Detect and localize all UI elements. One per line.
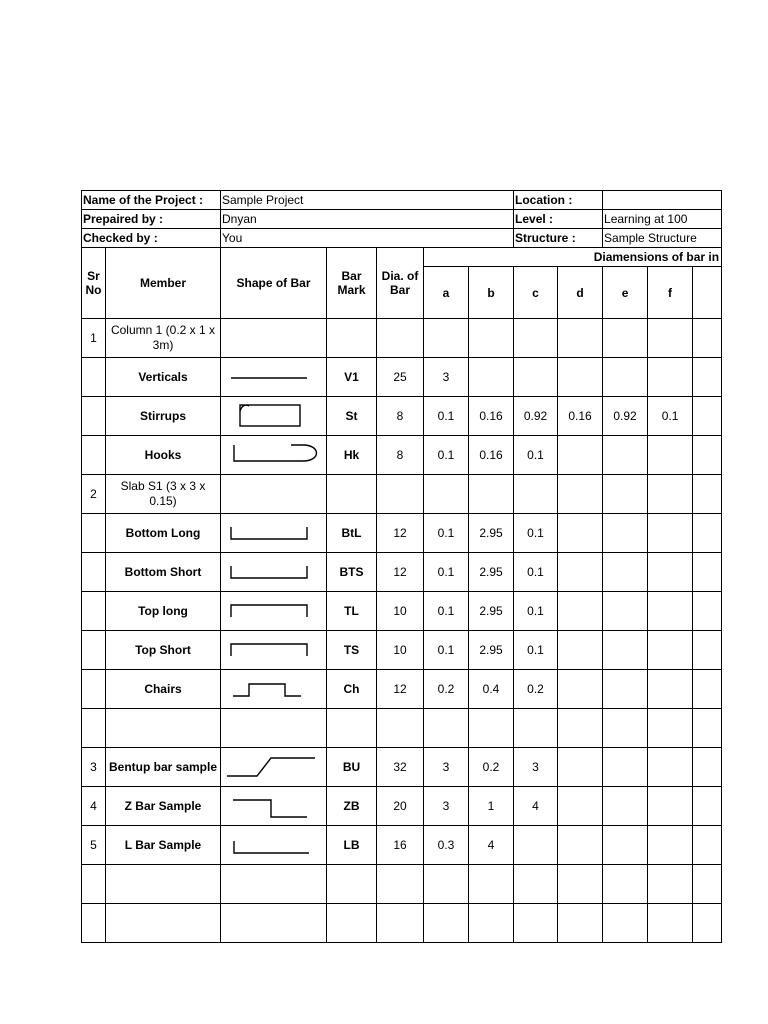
- dim-f-cell[interactable]: [648, 826, 693, 865]
- col-bar-mark: Bar Mark: [327, 248, 377, 319]
- project-label: Name of the Project :: [82, 191, 221, 210]
- dim-b-cell[interactable]: [469, 358, 514, 397]
- member-cell[interactable]: Slab S1 (3 x 3 x 0.15): [106, 475, 221, 514]
- col-dimensions-title: Diamensions of bar in: [424, 248, 722, 267]
- bar-mark-cell[interactable]: St: [327, 397, 377, 436]
- shape-cell[interactable]: [221, 319, 327, 358]
- dim-e-cell[interactable]: [603, 358, 648, 397]
- dim-f-cell[interactable]: 0.1: [648, 397, 693, 436]
- dim-d-cell[interactable]: [558, 553, 603, 592]
- dim-a-cell[interactable]: [424, 865, 469, 904]
- shape-cell[interactable]: [221, 397, 327, 436]
- dim-b-cell[interactable]: [469, 319, 514, 358]
- dim-d-cell[interactable]: [558, 709, 603, 748]
- dim-a-cell[interactable]: 0.1: [424, 397, 469, 436]
- dim-e-cell[interactable]: [603, 514, 648, 553]
- dia-cell[interactable]: [377, 475, 424, 514]
- dim-f-cell[interactable]: [648, 436, 693, 475]
- table-row: [82, 904, 722, 943]
- bar-shape-hook-icon: [221, 436, 325, 474]
- bar-mark-cell[interactable]: V1: [327, 358, 377, 397]
- table-row: [82, 592, 722, 631]
- member-cell[interactable]: Column 1 (0.2 x 1 x 3m): [106, 319, 221, 358]
- sr-no-cell[interactable]: [82, 865, 106, 904]
- bar-mark-cell[interactable]: ZB: [327, 787, 377, 826]
- dim-c-cell[interactable]: 0.1: [514, 514, 558, 553]
- member-cell[interactable]: Z Bar Sample: [106, 787, 221, 826]
- col-dim-a: a: [424, 267, 469, 319]
- dim-d-cell[interactable]: [558, 748, 603, 787]
- shape-cell[interactable]: [221, 514, 327, 553]
- dim-a-cell[interactable]: 3: [424, 748, 469, 787]
- dim-extra-cell[interactable]: [693, 748, 722, 787]
- structure-label: Structure :: [514, 229, 603, 248]
- dim-c-cell[interactable]: [514, 358, 558, 397]
- dim-e-cell[interactable]: [603, 670, 648, 709]
- dim-d-cell[interactable]: 0.16: [558, 397, 603, 436]
- dim-a-cell[interactable]: [424, 319, 469, 358]
- member-cell[interactable]: Bentup bar sample: [106, 748, 221, 787]
- table-row: [82, 709, 722, 748]
- bar-mark-cell[interactable]: Ch: [327, 670, 377, 709]
- dim-f-cell[interactable]: [648, 631, 693, 670]
- dim-extra-cell[interactable]: [693, 631, 722, 670]
- dim-e-cell[interactable]: [603, 748, 648, 787]
- member-cell[interactable]: Top long: [106, 592, 221, 631]
- dim-b-cell[interactable]: [469, 475, 514, 514]
- dim-b-cell[interactable]: [469, 709, 514, 748]
- member-cell[interactable]: Bottom Short: [106, 553, 221, 592]
- bar-mark-cell[interactable]: [327, 904, 377, 943]
- member-cell[interactable]: Top Short: [106, 631, 221, 670]
- dim-e-cell[interactable]: [603, 787, 648, 826]
- dim-b-cell[interactable]: 0.2: [469, 748, 514, 787]
- bar-mark-cell[interactable]: LB: [327, 826, 377, 865]
- sr-no-cell[interactable]: [82, 709, 106, 748]
- bar-mark-cell[interactable]: [327, 475, 377, 514]
- bar-shape-stirrup-icon: [221, 397, 325, 435]
- table-row: [82, 748, 722, 787]
- dim-f-cell[interactable]: [648, 475, 693, 514]
- project-value[interactable]: Sample Project: [221, 191, 514, 210]
- dim-c-cell[interactable]: 3: [514, 748, 558, 787]
- sr-no-cell[interactable]: 5: [82, 826, 106, 865]
- table-row: [82, 319, 722, 358]
- level-label: Level :: [514, 210, 603, 229]
- bar-shape-u-down-icon: [221, 592, 325, 630]
- dim-b-cell[interactable]: 0.16: [469, 436, 514, 475]
- dim-b-cell[interactable]: 1: [469, 787, 514, 826]
- dia-cell[interactable]: 10: [377, 592, 424, 631]
- location-label: Location :: [514, 191, 603, 210]
- dim-f-cell[interactable]: [648, 592, 693, 631]
- bar-mark-cell[interactable]: Hk: [327, 436, 377, 475]
- dim-extra-cell[interactable]: [693, 787, 722, 826]
- member-cell[interactable]: L Bar Sample: [106, 826, 221, 865]
- prepared-label: Prepaired by :: [82, 210, 221, 229]
- dim-f-cell[interactable]: [648, 709, 693, 748]
- member-cell[interactable]: Bottom Long: [106, 514, 221, 553]
- sr-no-cell[interactable]: 1: [82, 319, 106, 358]
- dia-cell[interactable]: 25: [377, 358, 424, 397]
- dim-e-cell[interactable]: [603, 631, 648, 670]
- dim-f-cell[interactable]: [648, 319, 693, 358]
- dim-c-cell[interactable]: [514, 319, 558, 358]
- dim-a-cell[interactable]: 0.1: [424, 592, 469, 631]
- dim-b-cell[interactable]: 2.95: [469, 553, 514, 592]
- sr-no-cell[interactable]: [82, 358, 106, 397]
- dim-e-cell[interactable]: 0.92: [603, 397, 648, 436]
- dim-d-cell[interactable]: [558, 826, 603, 865]
- sr-no-cell[interactable]: 4: [82, 787, 106, 826]
- dim-d-cell[interactable]: [558, 592, 603, 631]
- shape-cell[interactable]: [221, 787, 327, 826]
- dim-d-cell[interactable]: [558, 436, 603, 475]
- dim-f-cell[interactable]: [648, 553, 693, 592]
- bar-shape-u-up-icon: [221, 514, 325, 552]
- bar-shape-lbar-icon: [221, 826, 325, 864]
- bar-bending-schedule-sheet: [81, 190, 720, 942]
- dim-a-cell[interactable]: 0.1: [424, 436, 469, 475]
- shape-cell[interactable]: [221, 358, 327, 397]
- dim-b-cell[interactable]: [469, 865, 514, 904]
- sr-no-cell[interactable]: [82, 670, 106, 709]
- dim-extra-cell[interactable]: [693, 553, 722, 592]
- table-row: [82, 475, 722, 514]
- dim-c-cell[interactable]: 0.1: [514, 553, 558, 592]
- col-dim-c: c: [514, 267, 558, 319]
- bar-shape-u-down-icon: [221, 631, 325, 669]
- sr-no-cell[interactable]: [82, 514, 106, 553]
- dia-cell[interactable]: 12: [377, 514, 424, 553]
- dim-b-cell[interactable]: 2.95: [469, 631, 514, 670]
- col-dim-f: f: [648, 267, 693, 319]
- header-row-project: [82, 191, 722, 210]
- dim-extra-cell[interactable]: [693, 592, 722, 631]
- bar-mark-cell[interactable]: BU: [327, 748, 377, 787]
- dim-extra-cell[interactable]: [693, 397, 722, 436]
- shape-cell[interactable]: [221, 631, 327, 670]
- dim-extra-cell[interactable]: [693, 709, 722, 748]
- dim-e-cell[interactable]: [603, 592, 648, 631]
- dim-f-cell[interactable]: [648, 514, 693, 553]
- dim-a-cell[interactable]: 0.1: [424, 631, 469, 670]
- dim-d-cell[interactable]: [558, 787, 603, 826]
- dia-cell[interactable]: 12: [377, 553, 424, 592]
- bar-shape-straight-icon: [221, 358, 325, 396]
- member-cell[interactable]: Stirrups: [106, 397, 221, 436]
- dim-c-cell[interactable]: [514, 709, 558, 748]
- col-sr-no: Sr No: [82, 248, 106, 319]
- dia-cell[interactable]: 12: [377, 670, 424, 709]
- dim-d-cell[interactable]: [558, 631, 603, 670]
- bar-shape-u-up-icon: [221, 553, 325, 591]
- bar-mark-cell[interactable]: [327, 709, 377, 748]
- table-row: [82, 631, 722, 670]
- dim-a-cell[interactable]: [424, 475, 469, 514]
- table-row: [82, 553, 722, 592]
- shape-cell[interactable]: [221, 553, 327, 592]
- dim-c-cell[interactable]: [514, 826, 558, 865]
- dim-c-cell[interactable]: 0.92: [514, 397, 558, 436]
- dim-a-cell[interactable]: 0.2: [424, 670, 469, 709]
- dim-a-cell[interactable]: [424, 904, 469, 943]
- col-dim-b: b: [469, 267, 514, 319]
- dim-d-cell[interactable]: [558, 319, 603, 358]
- member-cell[interactable]: [106, 709, 221, 748]
- dia-cell[interactable]: 16: [377, 826, 424, 865]
- dim-extra-cell[interactable]: [693, 319, 722, 358]
- dim-e-cell[interactable]: [603, 865, 648, 904]
- shape-cell[interactable]: [221, 592, 327, 631]
- dia-cell[interactable]: 20: [377, 787, 424, 826]
- table-row: [82, 436, 722, 475]
- dim-e-cell[interactable]: [603, 826, 648, 865]
- dim-f-cell[interactable]: [648, 904, 693, 943]
- bar-mark-cell[interactable]: TS: [327, 631, 377, 670]
- dim-extra-cell[interactable]: [693, 436, 722, 475]
- dim-c-cell[interactable]: 0.1: [514, 592, 558, 631]
- table-row: [82, 787, 722, 826]
- dim-e-cell[interactable]: [603, 709, 648, 748]
- dim-c-cell[interactable]: [514, 475, 558, 514]
- shape-cell[interactable]: [221, 748, 327, 787]
- sr-no-cell[interactable]: 3: [82, 748, 106, 787]
- bar-bending-schedule-table: [81, 190, 722, 943]
- table-row: [82, 514, 722, 553]
- dim-f-cell[interactable]: [648, 358, 693, 397]
- dia-cell[interactable]: [377, 319, 424, 358]
- dim-d-cell[interactable]: [558, 670, 603, 709]
- dim-a-cell[interactable]: 0.1: [424, 514, 469, 553]
- col-dia: Dia. of Bar: [377, 248, 424, 319]
- dim-extra-cell[interactable]: [693, 826, 722, 865]
- header-row-checked: [82, 229, 722, 248]
- dim-f-cell[interactable]: [648, 865, 693, 904]
- dim-d-cell[interactable]: [558, 904, 603, 943]
- bar-mark-cell[interactable]: TL: [327, 592, 377, 631]
- dia-cell[interactable]: 10: [377, 631, 424, 670]
- dim-a-cell[interactable]: 3: [424, 787, 469, 826]
- level-value[interactable]: Learning at 100: [603, 210, 722, 229]
- member-cell[interactable]: Hooks: [106, 436, 221, 475]
- dia-cell[interactable]: 32: [377, 748, 424, 787]
- shape-cell[interactable]: [221, 826, 327, 865]
- prepared-value[interactable]: Dnyan: [221, 210, 514, 229]
- checked-value[interactable]: You: [221, 229, 514, 248]
- sr-no-cell[interactable]: [82, 904, 106, 943]
- member-cell[interactable]: Chairs: [106, 670, 221, 709]
- sr-no-cell[interactable]: [82, 397, 106, 436]
- col-dim-d: d: [558, 267, 603, 319]
- table-row: [82, 826, 722, 865]
- bar-mark-cell[interactable]: [327, 319, 377, 358]
- dim-d-cell[interactable]: [558, 358, 603, 397]
- dim-f-cell[interactable]: [648, 787, 693, 826]
- dim-a-cell[interactable]: 3: [424, 358, 469, 397]
- dim-extra-cell[interactable]: [693, 865, 722, 904]
- shape-cell[interactable]: [221, 670, 327, 709]
- dim-extra-cell[interactable]: [693, 358, 722, 397]
- dim-extra-cell[interactable]: [693, 670, 722, 709]
- dia-cell[interactable]: [377, 865, 424, 904]
- dim-e-cell[interactable]: [603, 553, 648, 592]
- header-row-prepared: [82, 210, 722, 229]
- dim-a-cell[interactable]: 0.1: [424, 553, 469, 592]
- sr-no-cell[interactable]: [82, 436, 106, 475]
- dim-b-cell[interactable]: [469, 904, 514, 943]
- bar-shape-zbar-icon: [221, 787, 325, 825]
- table-row: [82, 358, 722, 397]
- dim-extra-cell[interactable]: [693, 475, 722, 514]
- sr-no-cell[interactable]: [82, 592, 106, 631]
- dim-a-cell[interactable]: [424, 709, 469, 748]
- shape-cell[interactable]: [221, 436, 327, 475]
- dim-a-cell[interactable]: 0.3: [424, 826, 469, 865]
- dia-cell[interactable]: [377, 904, 424, 943]
- checked-label: Checked by :: [82, 229, 221, 248]
- member-cell[interactable]: [106, 904, 221, 943]
- dim-b-cell[interactable]: 2.95: [469, 514, 514, 553]
- structure-value[interactable]: Sample Structure: [603, 229, 722, 248]
- dim-f-cell[interactable]: [648, 670, 693, 709]
- column-header-row-1: [82, 248, 722, 267]
- dim-extra-cell[interactable]: [693, 904, 722, 943]
- bar-mark-cell[interactable]: BTS: [327, 553, 377, 592]
- dim-b-cell[interactable]: 4: [469, 826, 514, 865]
- dim-c-cell[interactable]: [514, 904, 558, 943]
- dim-e-cell[interactable]: [603, 436, 648, 475]
- member-cell[interactable]: Verticals: [106, 358, 221, 397]
- dim-c-cell[interactable]: 0.1: [514, 436, 558, 475]
- member-cell[interactable]: [106, 865, 221, 904]
- bar-mark-cell[interactable]: [327, 865, 377, 904]
- col-shape: Shape of Bar: [221, 248, 327, 319]
- sr-no-cell[interactable]: [82, 553, 106, 592]
- dim-e-cell[interactable]: [603, 319, 648, 358]
- dim-b-cell[interactable]: 0.4: [469, 670, 514, 709]
- dim-c-cell[interactable]: 0.2: [514, 670, 558, 709]
- location-value[interactable]: [603, 191, 722, 210]
- dim-c-cell[interactable]: 4: [514, 787, 558, 826]
- sr-no-cell[interactable]: [82, 631, 106, 670]
- dim-d-cell[interactable]: [558, 865, 603, 904]
- table-row: [82, 865, 722, 904]
- bar-shape-chair-icon: [221, 670, 325, 708]
- dim-c-cell[interactable]: 0.1: [514, 631, 558, 670]
- table-row: [82, 670, 722, 709]
- dim-e-cell[interactable]: [603, 475, 648, 514]
- dia-cell[interactable]: [377, 709, 424, 748]
- shape-cell[interactable]: [221, 709, 327, 748]
- dia-cell[interactable]: 8: [377, 436, 424, 475]
- shape-cell[interactable]: [221, 904, 327, 943]
- shape-cell[interactable]: [221, 865, 327, 904]
- dim-extra-cell[interactable]: [693, 514, 722, 553]
- dim-d-cell[interactable]: [558, 514, 603, 553]
- dim-e-cell[interactable]: [603, 904, 648, 943]
- shape-cell[interactable]: [221, 475, 327, 514]
- sr-no-cell[interactable]: 2: [82, 475, 106, 514]
- dim-b-cell[interactable]: 0.16: [469, 397, 514, 436]
- table-row: [82, 397, 722, 436]
- dim-d-cell[interactable]: [558, 475, 603, 514]
- dim-b-cell[interactable]: 2.95: [469, 592, 514, 631]
- dim-f-cell[interactable]: [648, 748, 693, 787]
- col-member: Member: [106, 248, 221, 319]
- dim-c-cell[interactable]: [514, 865, 558, 904]
- bar-shape-bentup-icon: [221, 748, 325, 786]
- bar-mark-cell[interactable]: BtL: [327, 514, 377, 553]
- dia-cell[interactable]: 8: [377, 397, 424, 436]
- col-dim-extra: [693, 267, 722, 319]
- col-dim-e: e: [603, 267, 648, 319]
